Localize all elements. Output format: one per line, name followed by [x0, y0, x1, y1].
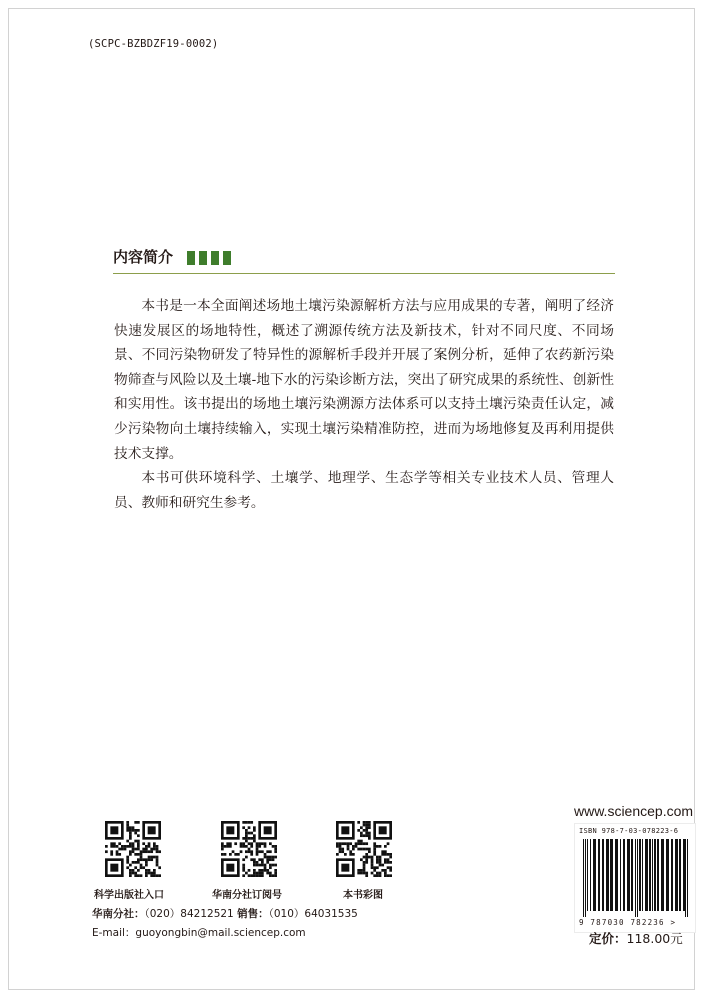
price-label: 定价：: [589, 931, 627, 946]
qr-label-science-press: 科学出版社入口: [94, 890, 164, 901]
sales-phone: （010）64031535: [268, 908, 358, 920]
email-label: E-mail：: [92, 927, 136, 939]
qr-code-science-press[interactable]: [105, 821, 161, 877]
intro-paragraph: 本书可供环境科学、土壤学、地理学、生态学等相关专业技术人员、管理人员、教师和研究生参考。: [114, 470, 614, 511]
email-link[interactable]: guoyongbin@mail.sciencep.com: [135, 927, 306, 939]
qr-label-color-figures: 本书彩图: [343, 890, 383, 901]
qr-code-icon: [105, 821, 161, 877]
decoration-block: [223, 251, 231, 265]
decoration-block: [199, 251, 207, 265]
intro-text: [114, 294, 614, 515]
intro-paragraph: 本书是一本全面阐述场地土壤污染源解析方法与应用成果的专著，阐明了经济快速发展区的场地特性，概述了溯源传统方法及新技术，针对不同尺度、不同场景、不同污染物研发了特异性的源解析手段并开展了案例分析，延伸了农药新污染物筛查与风险以及土壤-地下水的污染诊断方法，突出了研究成果的系统性、创新性和实用性。该书提出的场地土壤污染溯源方法体系可以支持土壤污染责任认定，减少污染物向土壤持续输入，实现土壤污染精准防控，进而为场地修复及再利用提供技术支撑。: [114, 298, 614, 462]
sales-label: 销售：: [237, 908, 269, 920]
price: [589, 929, 683, 947]
isbn-number: ISBN 978-7-03-078223-6: [579, 827, 679, 835]
title-decoration-blocks: [187, 251, 235, 265]
price-value: 118.00元: [626, 931, 683, 946]
qr-code-icon: [221, 821, 277, 877]
website-link[interactable]: www.sciencep.com: [574, 803, 694, 819]
qr-label-south-china-branch: 华南分社订阅号: [212, 890, 282, 901]
branch-label: 华南分社：: [92, 908, 145, 920]
branch-phone: （020）84212521: [144, 908, 234, 920]
catalog-code: (SCPC-BZBDZF19-0002): [88, 38, 219, 50]
isbn-barcode-box: [574, 823, 696, 933]
qr-code-icon: [336, 821, 392, 877]
barcode-icon: [581, 839, 691, 917]
contact-phones: [92, 906, 358, 921]
decoration-block: [187, 251, 195, 265]
section-header: [113, 246, 615, 274]
barcode-digits: 9 787030 782236 >: [579, 918, 677, 927]
contact-email: [92, 925, 306, 940]
decoration-block: [211, 251, 219, 265]
section-title: 内容简介: [113, 248, 174, 266]
qr-code-south-china-branch[interactable]: [221, 821, 277, 877]
section-divider: [113, 273, 615, 274]
qr-code-color-figures[interactable]: [336, 821, 392, 877]
